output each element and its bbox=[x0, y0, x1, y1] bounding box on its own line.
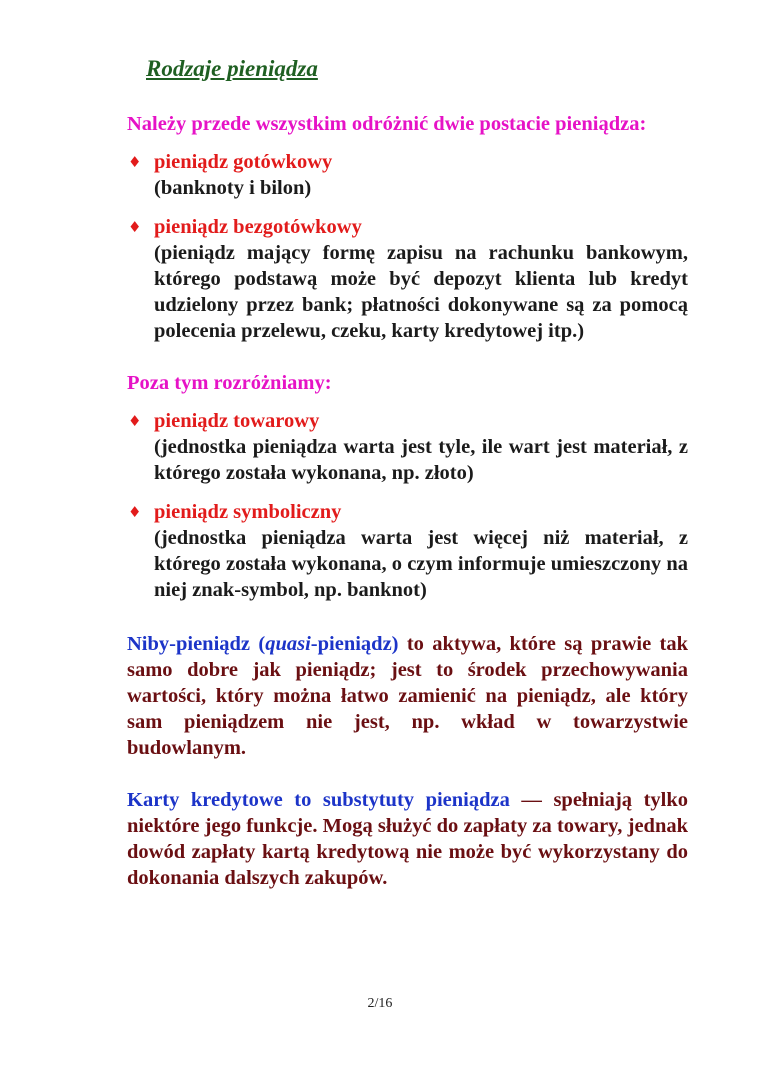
page-title: Rodzaje pieniądza bbox=[146, 56, 318, 81]
item-term: pieniądz towarowy bbox=[154, 410, 320, 432]
item-description: (jednostka pieniądza warta jest więcej niż materiał, z którego została wykonana, o czym informuje umieszczony na niej znak-symbol, np. banknot) bbox=[154, 527, 688, 601]
diamond-bullet-icon: ♦ bbox=[128, 153, 142, 171]
list-item-cashless bbox=[127, 214, 688, 344]
item-term: pieniądz bezgotówkowy bbox=[154, 216, 362, 238]
diamond-bullet-icon: ♦ bbox=[128, 412, 142, 430]
secondary-heading: Poza tym rozróżniamy: bbox=[127, 372, 332, 394]
item-term: pieniądz gotówkowy bbox=[154, 151, 333, 173]
list-item-commodity bbox=[127, 408, 688, 486]
diamond-bullet-icon: ♦ bbox=[128, 218, 142, 236]
intro-paragraph: Należy przede wszystkim odróżnić dwie postacie pieniądza: bbox=[127, 113, 647, 135]
credit-cards-term: Karty kredytowe to substytuty pieniądza bbox=[127, 789, 510, 811]
credit-cards-paragraph bbox=[127, 787, 688, 891]
quasi-money-definition: to aktywa, które są prawie tak samo dobre jak pieniądz; jest to środek przechowywania wartości, który można łatwo zamienić na pieniądz, ale który sam pieniądzem nie jest, np. wkład w towarzystwie budowlanym. bbox=[127, 633, 688, 759]
item-description: (banknoty i bilon) bbox=[154, 177, 312, 199]
quasi-money-term: Niby-pieniądz (quasi-pieniądz) bbox=[127, 633, 399, 655]
list-item-symbolic bbox=[127, 499, 688, 603]
credit-cards-definition: — spełniają tylko niektóre jego funkcje. Mogą służyć do zapłaty za towary, jednak dowód zapłaty kartą kredytową nie może być wykorzystany do dokonania dalszych zakupów. bbox=[127, 789, 688, 889]
quasi-money-paragraph bbox=[127, 631, 688, 761]
list-item-cash bbox=[127, 149, 688, 201]
document-body bbox=[127, 111, 688, 891]
item-description: (pieniądz mający formę zapisu na rachunku bankowym, którego podstawą może być depozyt klienta lub kredyt udzielony przez bank; płatności dokonywane są za pomocą polecenia przelewu, czeku, karty kredytowej itp.) bbox=[154, 242, 688, 342]
diamond-bullet-icon: ♦ bbox=[128, 503, 142, 521]
item-description: (jednostka pieniądza warta jest tyle, ile wart jest materiał, z którego została wykonana, np. złoto) bbox=[154, 436, 688, 484]
item-term: pieniądz symboliczny bbox=[154, 501, 342, 523]
page-number: 2/16 bbox=[367, 996, 393, 1011]
